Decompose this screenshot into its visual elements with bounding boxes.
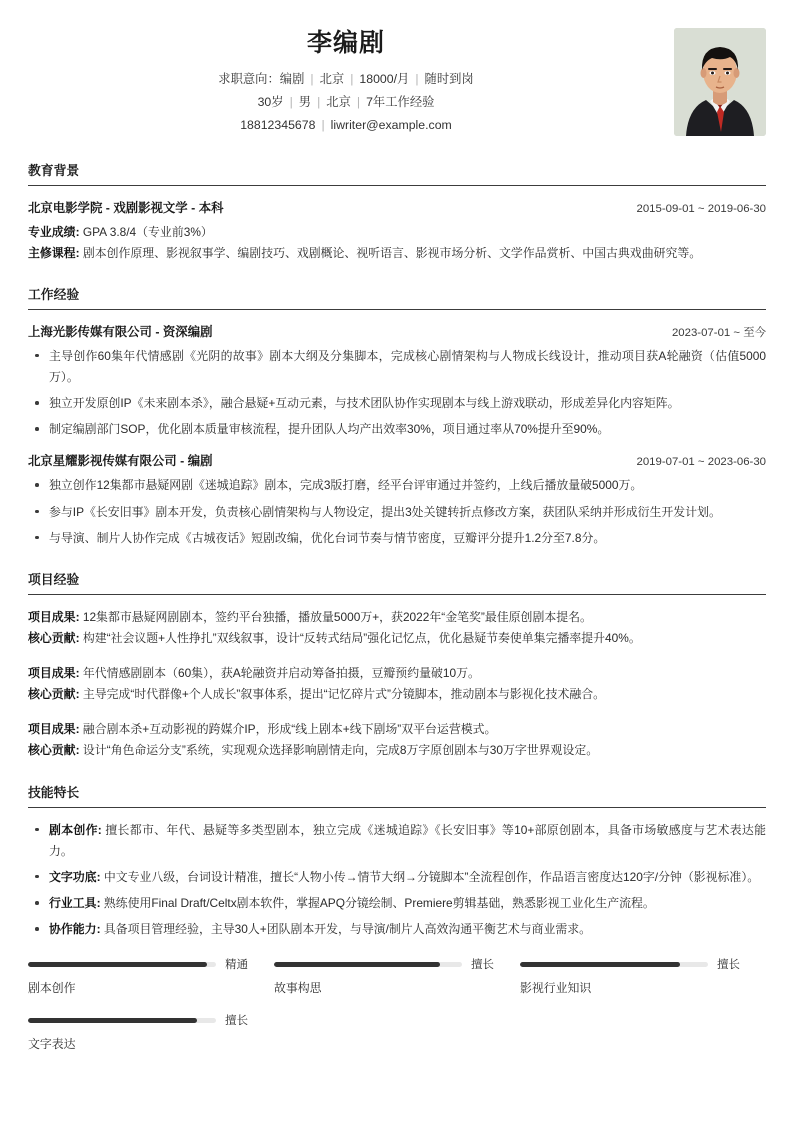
separator-icon: |: [415, 72, 419, 87]
education-gpa-value: GPA 3.8/4（专业前3%）: [79, 225, 213, 239]
resume-header: [28, 20, 766, 140]
section-projects: [28, 569, 766, 762]
list-item: 参与IP《长安旧事》剧本开发，负责核心剧情架构与人物设定，提出3处关键转折点修改方案，获团队采纳并形成衍生开发计划。: [28, 502, 766, 523]
section-title-work: 工作经验: [28, 286, 80, 302]
section-title-projects: 项目经验: [28, 571, 80, 587]
section-divider: [28, 185, 766, 186]
project-result-value: 12集都市悬疑网剧剧本，签约平台独播，播放量5000万+，获2022年“金笔奖”最佳原创剧本提名。: [79, 609, 592, 624]
skill-meter: [520, 956, 740, 972]
skill-label: 剧本创作:: [49, 822, 102, 837]
project-result-label: 项目成果:: [28, 609, 80, 624]
list-item: 制定编剧部门SOP，优化剧本质量审核流程，提升团队人均产出效率30%，项目通过率从70%提升至90%。: [28, 419, 766, 440]
work-entry: [28, 322, 766, 441]
section-title-skills: 技能特长: [28, 784, 80, 800]
project-contribution-label: 核心贡献:: [28, 631, 80, 646]
skill-meter: [28, 956, 248, 972]
education-courses-label: 主修课程:: [28, 245, 80, 260]
skill-label: 协作能力:: [49, 922, 101, 937]
section-work: [28, 284, 766, 549]
contact-email: liwriter@example.com: [330, 117, 452, 132]
skill-name-label: 影视行业知识: [519, 981, 592, 996]
skill-level-label: 精通: [225, 959, 248, 972]
separator-icon: |: [289, 94, 293, 109]
separator-icon: |: [356, 94, 361, 109]
skills-bullet-list: [28, 820, 766, 941]
skill-bar-item: [28, 956, 274, 996]
education-date: 2015-09-01 ~ 2019-06-30: [636, 203, 766, 215]
skill-text: 中文专业八级，台词设计精准，擅长“人物小传→情节大纲→分镜脚本”全流程创作，作品语言密度达120字/分钟（影视标准）。: [100, 869, 760, 884]
intent-city: 北京: [319, 72, 345, 87]
skill-text: 擅长都市、年代、悬疑等多类型剧本，独立完成《迷城追踪》《长安旧事》等10+部原创剧本，具备市场敏感度与艺术表达能力。: [49, 822, 766, 858]
skill-level-label: 擅长: [471, 959, 494, 972]
skill-level-label: 擅长: [717, 959, 740, 972]
education-school: 北京电影学院 - 戏剧影视文学 - 本科: [28, 201, 224, 215]
project-contribution-value: 构建“社会议题+人性挣扎”双线叙事，设计“反转式结局”强化记忆点，优化悬疑节奏使单集完播率提升40%。: [79, 631, 641, 646]
project-contribution-row: [28, 740, 766, 761]
work-bullet-list: [28, 475, 766, 549]
skill-bar-item: [28, 1012, 274, 1052]
skill-bar-track: [28, 1018, 216, 1023]
skill-text: 具备项目管理经验，主导30人+团队剧本开发，与导演/制片人高效沟通平衡艺术与商业需求。: [100, 922, 592, 937]
section-divider: [28, 807, 766, 808]
work-company: 北京星耀影视传媒有限公司 - 编剧: [28, 454, 213, 469]
contact-phone: 18812345678: [240, 117, 316, 132]
skill-bar-fill: [28, 1018, 197, 1023]
skill-name-label: 文字表达: [28, 1037, 76, 1052]
project-entry: [28, 663, 766, 706]
separator-icon: |: [310, 72, 314, 87]
skill-meter: [28, 1012, 248, 1028]
education-gpa-line: [28, 222, 766, 243]
list-item: 与导演、制片人协作完成《古城夜话》短剧改编，优化台词节奏与情节密度，豆瓣评分提升1.2分至7.8分。: [28, 528, 766, 549]
list-item: 独立创作12集都市悬疑网剧《迷城追踪》剧本，完成3版打磨，经平台评审通过并签约，上线后播放量破5000万。: [28, 475, 766, 496]
work-entry-head: [28, 322, 766, 340]
skill-label: 文字功底:: [49, 869, 101, 884]
project-contribution-value: 主导完成“时代群像+个人成长”叙事体系，提出“记忆碎片式”分镜脚本，推动剧本与影视化技术融合。: [79, 687, 606, 702]
personal-experience: 7年工作经验: [366, 94, 435, 109]
education-courses-value: 剧本创作原理、影视叙事学、编剧技巧、戏剧概论、视听语言、影视市场分析、文学作品赏析、中国古典戏曲研究等。: [79, 245, 702, 260]
intent-field: 求职意向：编剧: [218, 72, 305, 87]
work-date: 2019-07-01 ~ 2023-06-30: [636, 456, 766, 469]
project-result-label: 项目成果:: [28, 721, 80, 736]
project-result-row: [28, 719, 766, 740]
project-result-value: 年代情感剧剧本（60集），获A轮融资并启动筹备拍摄，豆瓣预约量破10万。: [79, 665, 480, 680]
skill-bar-track: [28, 962, 216, 967]
section-title-education: 教育背景: [28, 163, 80, 178]
project-entry: [28, 719, 766, 762]
skill-bar-grid: [28, 956, 766, 1068]
skill-bar-item: [274, 956, 520, 996]
skill-name-label: 剧本创作: [28, 981, 76, 996]
intent-salary: 18000/月: [359, 72, 410, 87]
skill-level-label: 擅长: [225, 1015, 248, 1028]
personal-gender: 男: [298, 94, 312, 109]
skill-bar-fill: [274, 962, 440, 967]
project-contribution-value: 设计“角色命运分支”系统，实现观众选择影响剧情走向，完成8万字原创剧本与30万字世界观设定。: [79, 743, 599, 758]
separator-icon: |: [321, 117, 325, 132]
skill-bar-item: [520, 956, 766, 996]
list-item: 主导创作60集年代情感剧《光阴的故事》剧本大纲及分集脚本，完成核心剧情架构与人物成长线设计，推动项目获A轮融资（估值5000万）。: [28, 346, 766, 388]
list-item: [28, 867, 766, 888]
list-item: [28, 893, 766, 914]
header-line-intent: [28, 68, 664, 91]
project-result-label: 项目成果:: [28, 665, 80, 680]
work-date: 2023-07-01 ~ 至今: [671, 326, 766, 339]
project-result-value: 融合剧本杀+互动影视的跨媒介IP，形成“线上剧本+线下剧场”双平台运营模式。: [79, 721, 497, 736]
separator-icon: |: [350, 72, 354, 87]
skill-meter: [274, 956, 494, 972]
personal-location: 北京: [326, 94, 351, 109]
project-entry: [28, 607, 766, 650]
work-entry: [28, 451, 766, 549]
page-title: 李编剧: [306, 29, 385, 57]
separator-icon: |: [317, 94, 321, 109]
work-entry-head: [28, 451, 766, 469]
header-line-contact: [28, 114, 664, 137]
section-divider: [28, 309, 766, 310]
skill-bar-track: [520, 962, 708, 967]
skill-bar-track: [274, 962, 462, 967]
personal-age: 30岁: [257, 94, 284, 109]
section-divider: [28, 594, 766, 595]
project-result-row: [28, 663, 766, 684]
list-item: 独立开发原创IP《未来剧本杀》，融合悬疑+互动元素，与技术团队协作实现剧本与线上游戏联动，形成差异化内容矩阵。: [28, 393, 766, 414]
section-skills: [28, 782, 766, 1069]
project-contribution-row: [28, 684, 766, 705]
skill-label: 行业工具:: [49, 896, 101, 911]
project-contribution-label: 核心贡献:: [28, 687, 80, 702]
education-entry-head: [28, 198, 766, 216]
project-contribution-row: [28, 628, 766, 649]
skill-name-label: 故事构思: [273, 981, 322, 996]
portrait-illustration-icon: [674, 28, 766, 136]
work-bullet-list: [28, 346, 766, 441]
skill-bar-fill: [520, 962, 680, 967]
section-education: [28, 160, 766, 264]
intent-availability: 随时到岗: [424, 72, 474, 87]
avatar: [674, 28, 766, 136]
education-gpa-label: 专业成绩:: [28, 225, 80, 239]
header-line-personal: [28, 91, 664, 114]
project-result-row: [28, 607, 766, 628]
list-item: [28, 919, 766, 940]
skill-text: 熟练使用Final Draft/Celtx剧本软件，掌握APQ分镜绘制、Premiere剪辑基础，熟悉影视工业化生产流程。: [100, 896, 655, 911]
list-item: [28, 820, 766, 862]
education-courses-line: [28, 243, 766, 264]
header-text-block: [28, 28, 674, 136]
education-entry: [28, 198, 766, 264]
work-company: 上海光影传媒有限公司 - 资深编剧: [28, 324, 213, 339]
skill-bar-fill: [28, 962, 207, 967]
project-contribution-label: 核心贡献:: [28, 743, 80, 758]
